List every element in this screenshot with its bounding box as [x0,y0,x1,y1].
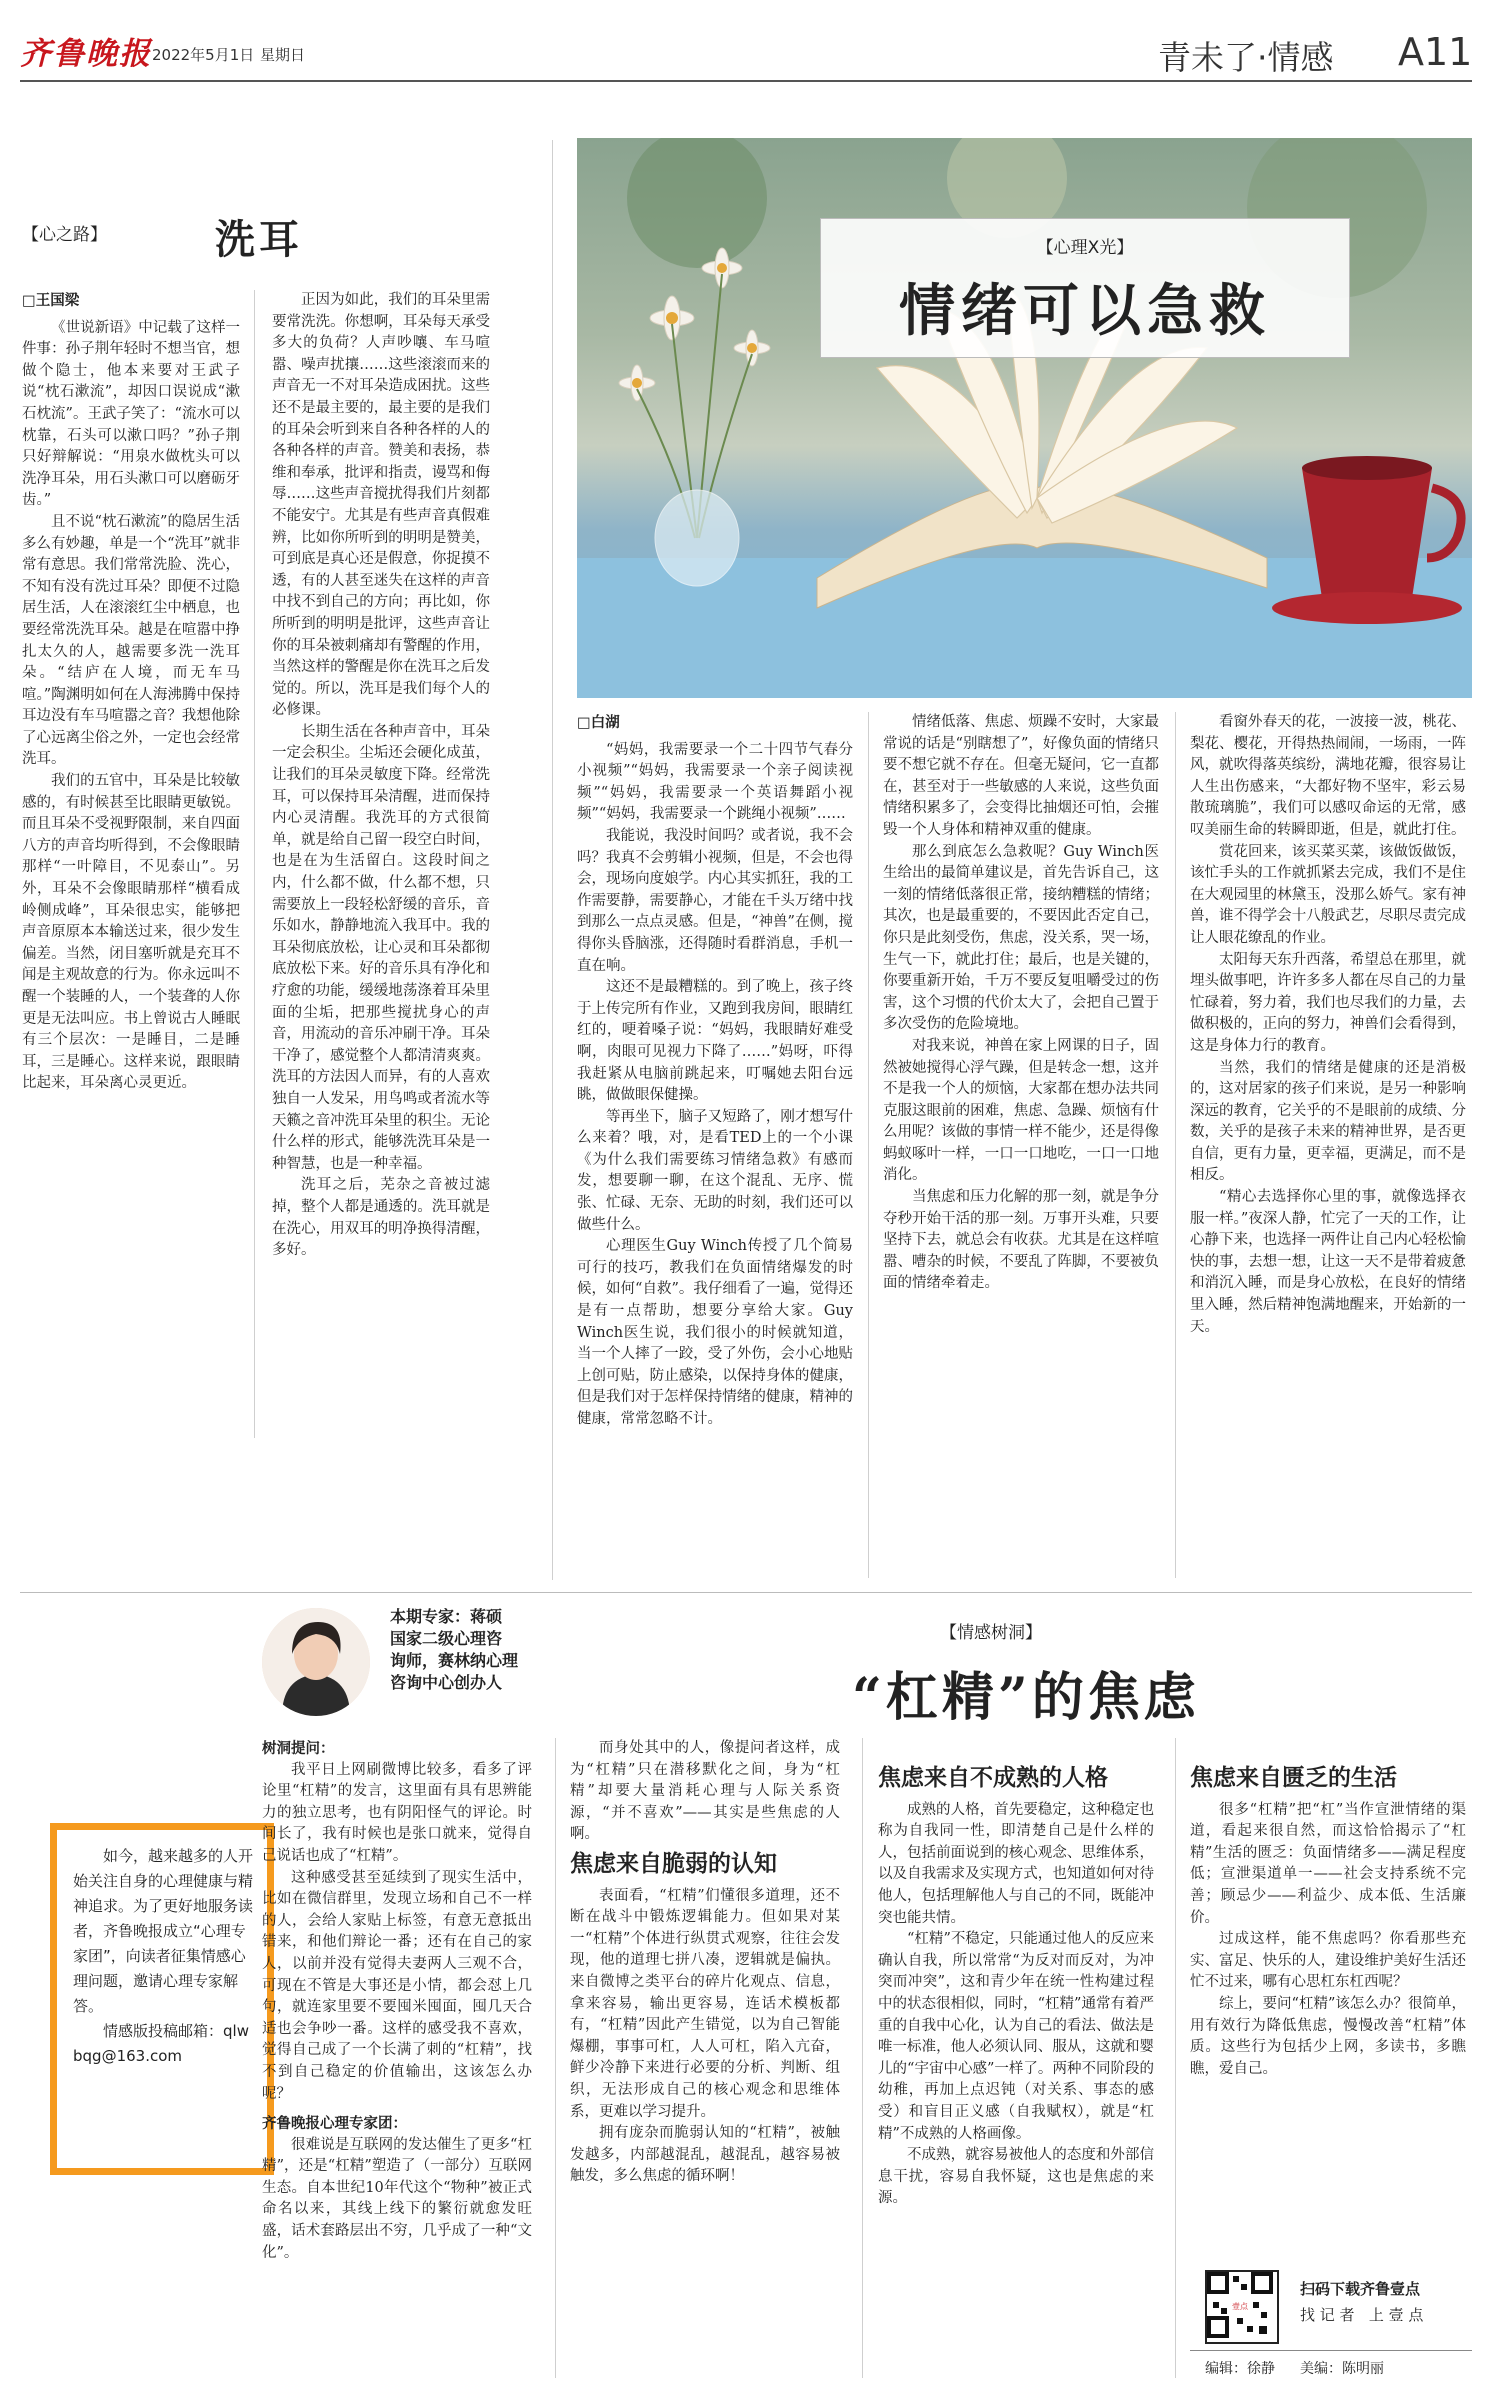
paragraph: 洗耳之后，芜杂之音被过滤掉，整个人都是通透的。洗耳就是在洗心，用双耳的明净换得清醒，多好。 [272,1177,490,1259]
expert-name: 本期专家：蒋硕 [390,1607,503,1626]
column-tag-xinzhilu: 【心之路】 [22,225,107,245]
column-tag-xinli: 【心理X光】 [1036,238,1134,258]
article2-col1 [577,712,853,1578]
masthead-logo: 齐鲁晚报 [20,36,152,72]
paragraph: 赏花回来，该买菜买菜，该做饭做饭，该忙手头的工作就抓紧去完成，我们不是住在大观园里的林黛玉，没那么娇气。家有神兽，谁不得学会十八般武艺，尽职尽责完成让人眼花缭乱的作业。 [1190,843,1466,946]
article2-col2 [883,712,1159,1578]
section-heading: 焦虑来自匮乏的生活 [1190,1765,1397,1791]
paragraph: “杠精”不稳定，只能通过他人的反应来确认自我，所以常常“为反对而反对，为冲突而冲突”，这和青少年在统一性构建过程中的状态很相似，同时，“杠精”通常有着严重的自我中心化，认为自己的看法、做法是唯一标准，他人必须认同、服从，这就和婴儿的“宇宙中心感”一样了。两种不同阶段的幼稚，再加上点迟钝（对关系、事态的感受）和盲目正义感（自我赋权），就是“杠精”不成熟的人格画像。 [878,1931,1154,2142]
issue-date: 2022年5月1日 [152,46,255,64]
article2-col3 [1190,712,1466,1578]
paragraph: 表面看，“杠精”们懂很多道理，还不断在战斗中锻炼逻辑能力。但如果对某一“杠精”个体进行纵贯式观察，往往会发现，他的道理七拼八凑，逻辑就是偏执。来自微博之类平台的碎片化观点、信息，拿来容易，输出更容易，连话术模板都有，“杠精”因此产生错觉，以为自己智能爆棚，事事可杠，人人可杠，陷入亢奋，鲜少冷静下来进行必要的分析、判断、组织，无法形成自己的核心观念和思维体系，更难以学习提升。 [570,1887,840,2120]
author-byline: □白湖 [577,714,620,731]
article-title-qingxu: 情绪可以急救 [899,278,1271,344]
paragraph: 我能说，我没时间吗？或者说，我不会吗？我真不会剪辑小视频，但是，不会也得会，现场向度娘学。内心其实抓狂，我的工作需要静，需要静心，才能在千头万绪中找到那么一点点灵感。但是，“神兽”在侧，搅得你头昏脑涨，还得随时看群消息，手机一直在响。 [577,827,853,974]
paragraph: 正因为如此，我们的耳朵里需要常洗洗。你想啊，耳朵每天承受多大的负荷？人声吵嚷、车马喧嚣、噪声扰攘……这些滚滚而来的声音无一不对耳朵造成困扰。这些还不是最主要的，最主要的是我们的耳朵会听到来自各种各样的人的各种各样的声音。赞美和表扬，恭维和奉承，批评和指责，谩骂和侮辱……这些声音搅扰得我们片刻都不能安宁。尤其是有些声音真假难辨，比如你所听到的明明是赞美，可到底是真心还是假意，你捉摸不透，有的人甚至迷失在这样的声音中找不到自己的方向；再比如，你所听到的明明是批评，这些声音让你的耳朵被刺痛却有警醒的作用，当然这样的警醒是你在洗耳之后发觉的。所以，洗耳是我们每个人的必修课。 [272,292,490,719]
column-tag-shudong: 【情感树洞】 [940,1623,1042,1643]
qr-center-label: 壹点 [1232,2302,1248,2311]
column-divider [1175,1738,1176,2378]
sidebar-contact: 情感版投稿邮箱：qlwbqg@163.com [73,2022,249,2065]
column-divider [254,290,255,1438]
paragraph: 这还不是最糟糕的。到了晚上，孩子终于上传完所有作业，又跑到我房间，眼睛红红的，哽着嗓子说：“妈妈，我眼睛好难受啊，肉眼可见视力下降了……”妈呀，吓得我赶紧从电脑前跳起来，叮嘱她去阳台远眺，做做眼保健操。 [577,979,853,1104]
paragraph: 成熟的人格，首先要稳定，这种稳定也称为自我同一性，即清楚自己是什么样的人，包括前面说到的核心观念、思维体系，以及自我需求及实现方式，也知道如何对待他人，包括理解他人与自己的不同，既能冲突也能共情。 [878,1801,1154,1926]
paragraph: 这种感受甚至延续到了现实生活中，比如在微信群里，发现立场和自己不一样的人，会给人家贴上标签，有意无意抵出错来，和他们辩论一番；还有在自己的家人，以前并没有觉得夫妻两人三观不合，可现在不管是大事还是小情，都会怼上几句，就连家里要不要囤米囤面，囤几天合适也会争吵一番。这样的感受我不喜欢，觉得自己成了一个长满了刺的“杠精”，找不到自己稳定的价值输出，这该怎么办呢？ [262,1869,532,2102]
expert-title-line: 咨询中心创办人 [390,1673,503,1692]
article1-col1 [22,290,240,1438]
article3-col3 [878,1760,1154,2378]
article-title-xier: 洗耳 [215,216,303,263]
answer-label: 齐鲁晚报心理专家团： [262,2115,407,2133]
designer-credit: 美编：陈明丽 [1300,2361,1384,2377]
expert-intro [390,1606,518,1694]
paragraph: 而身处其中的人，像提问者这样，成为“杠精”只在潜移默化之间，身为“杠精”却要大量消耗心理与人际关系资源，“并不喜欢”——其实是些焦虑的人啊。 [570,1740,840,1843]
footer-rule [1190,2350,1472,2351]
paragraph: “妈妈，我需要录一个二十四节气春分小视频”“妈妈，我需要录一个亲子阅读视频”“妈妈，我需要录一个英语舞蹈小视频”“妈妈，我需要录一个跳绳小视频”…… [577,741,853,823]
expert-title-line: 询师，赛林纳心理 [390,1651,519,1670]
paragraph: 且不说“枕石漱流”的隐居生活多么有妙趣，单是一个“洗耳”就非常有意思。我们常常洗脸、洗心，不知有没有洗过耳朵？即便不过隐居生活，人在滚滚红尘中栖息，也要经常洗洗耳朵。越是在喧嚣中挣扎太久的人，越需要多洗一洗耳朵。“结庐在人境，而无车马喧。”陶渊明如何在人海沸腾中保持耳边没有车马喧嚣之音？我想他除了心远离尘俗之外，一定也会经常洗耳。 [22,513,240,768]
page-number: A11 [1398,30,1473,74]
paragraph: “精心去选择你心里的事，就像选择衣服一样。”夜深人静，忙完了一天的工作，让心静下来，也选择一两件让自己内心轻松愉快的事，去想一想，让这一天不是带着疲惫和消沉入睡，而是身心放松，在良好的情绪里入睡，然后精神饱满地醒来，开始新的一天。 [1190,1189,1466,1335]
paragraph: 看窗外春天的花，一波接一波，桃花、梨花、樱花，开得热热闹闹，一场雨，一阵风，就吹得落英缤纷，满地花瓣，很容易让人生出伤感来，“大都好物不坚牢，彩云易散琉璃脆”，我们可以感叹命运的无常，感叹美丽生命的转瞬即逝，但是，就此打住。 [1190,714,1466,838]
paragraph: 那么到底怎么急救呢？Guy Winch医生给出的最简单建议是，首先告诉自己，这一刻的情绪低落很正常，接纳糟糕的情绪；其次，也是最重要的，不要因此否定自己，你只是此刻受伤，焦虑，没关系，哭一场，生气一下，就此打住；最后，也是关键的，你要重新开始，千万不要反复咀嚼受过的伤害，这个习惯的代价太大了，会把自己置于多次受伤的危险境地。 [883,843,1159,1033]
qr-caption: 扫码下载齐鲁壹点 [1300,2280,1421,2298]
paragraph: 不成熟，就容易被他人的态度和外部信息干扰，容易自我怀疑，这也是焦虑的来源。 [878,2147,1154,2207]
column-divider [862,1738,863,2378]
paragraph: 长期生活在各种声音中，耳朵一定会积尘。尘垢还会硬化成茧，让我们的耳朵灵敏度下降。经常洗耳，可以保持耳朵清醒，进而保持内心灵清醒。我洗耳的方式很简单，就是给自己留一段空白时间，也是在为生活留白。这段时间之内，什么都不做，什么都不想，只需要放上一段轻松舒缓的音乐，音乐如水，静静地流入我耳中。我的耳朵彻底放松，让心灵和耳朵都彻底放松下来。好的音乐具有净化和疗愈的功能，缓缓地荡涤着耳朵里面的尘垢，把那些搅扰身心的声音，用流动的音乐冲刷干净。耳朵干净了，感觉整个人都清清爽爽。洗耳的方法因人而异，有的人喜欢独自一人发呆，用鸟鸣或者流水等天籁之音冲洗耳朵里的积尘。无论什么样的形式，能够洗洗耳朵是一种智慧，也是一种幸福。 [272,723,490,1172]
paragraph: 《世说新语》中记载了这样一件事：孙子荆年轻时不想当官，想做个隐士，他本来要对王武子说“枕石漱流”，却因口误说成“漱石枕流”。王武子笑了：“流水可以枕靠，石头可以漱口吗？”孙子荆只好辩解说：“用泉水做枕头可以洗净耳朵，用石头漱口可以磨砺牙齿。” [22,319,240,509]
paragraph: 我们的五官中，耳朵是比较敏感的，有时候甚至比眼睛更敏锐。而且耳朵不受视野限制，来自四面八方的声音均听得到，不会像眼睛那样“一叶障目，不见泰山”。另外，耳朵不会像眼睛那样“横看成岭侧成峰”，耳朵很忠实，能够把声音原原本本输送过来，很少发生偏差。当然，闭目塞听就是充耳不闻是主观故意的行为。你永远叫不醒一个装睡的人，一个装聋的人你更是无法叫应。书上曾说古人睡眠有三个层次：一是睡目，二是睡耳，三是睡心。这样来说，跟眼睛比起来，耳朵离心灵更近。 [22,773,240,1092]
column-divider [1175,712,1176,1578]
author-byline: □王国梁 [22,292,80,309]
qr-code[interactable] [1205,2270,1279,2344]
section-divider [552,140,553,1580]
expert-portrait [262,1608,370,1716]
paragraph: 很多“杠精”把“杠”当作宣泄情绪的渠道，看起来很自然，而这恰恰揭示了“杠精”生活的匮乏：负面情绪多——满足程度低；宣泄渠道单一——社会支持系统不完善；顾忌少——利益少、成本低、生活廉价。 [1190,1801,1466,1926]
sidebar-notice [50,1823,274,2175]
paragraph: 我平日上网刷微博比较多，看多了评论里“杠精”的发言，这里面有具有思辨能力的独立思考，也有阴阳怪气的评论。时间长了，我有时候也是张口就来，觉得自己说话也成了“杠精”。 [262,1761,532,1864]
header-rule [20,80,1472,82]
section-heading: 焦虑来自不成熟的人格 [878,1765,1108,1791]
paragraph: 对我来说，神兽在家上网课的日子，固然被她搅得心浮气躁，但是转念一想，这并不是我一个人的烦恼，大家都在想办法共同克服这眼前的困难，焦虑、急躁、烦恼有什么用呢？该做的事情一样不能少，还是得像蚂蚁啄叶一样，一口一口地吃，一口一口地消化。 [883,1037,1159,1184]
issue-weekday: 星期日 [260,46,306,64]
article-title-gangjing: “杠精”的焦虑 [852,1667,1200,1728]
paragraph: 心理医生Guy Winch传授了几个简易可行的技巧，教我们在负面情绪爆发的时候，如何“自救”。我仔细看了一遍，觉得还是有一点帮助，想要分享给大家。Guy Winch医生说，我们很小的时候就知道，当一个人摔了一跤，受了外伤，会小心地贴上创可贴，防止感染，以保持身体的健康，但是我们对于怎样保持情绪的健康，精神的健康，常常忽略不计。 [577,1238,853,1427]
paragraph: 当然，我们的情绪是健康的还是消极的，这对居家的孩子们来说，是另一种影响深远的教育，它关乎的不是眼前的成绩、分数，关乎的是孩子未来的精神世界，是否更自信，更有力量，更幸福，更满足，而不是相反。 [1190,1059,1466,1184]
paragraph: 等再坐下，脑子又短路了，刚才想写什么来着？哦，对，是看TED上的一个小课《为什么我们需要练习情绪急救》有感而发，想要聊一聊，在这个混乱、无序、慌张、忙碌、无奈、无助的时刻，我们还可以做些什么。 [577,1108,853,1233]
paragraph: 太阳每天东升西落，希望总在那里，就埋头做事吧，许许多多人都在尽自己的力量忙碌着，努力着，我们也尽我们的力量，去做积极的，正向的努力，神兽们会看得到，这是身体力行的教育。 [1190,951,1466,1054]
column-divider [555,1738,556,2378]
column-divider [868,712,869,1578]
paragraph: 拥有庞杂而脆弱认知的“杠精”，被触发越多，内部越混乱，越混乱，越容易被触发，多么焦虑的循环啊！ [570,2125,840,2185]
paragraph: 很难说是互联网的发达催生了更多“杠精”，还是“杠精”塑造了（一部分）互联网生态。自本世纪10年代这个“物种”被正式命名以来，其线上线下的繁衍就愈发旺盛，话术套路层出不穷，几乎成了一种“文化”。 [262,2136,532,2261]
question-label: 树洞提问： [262,1740,335,1757]
editor-credit: 编辑：徐静 [1205,2361,1275,2377]
article2-title-banner [820,218,1350,358]
section-heading: 焦虑来自脆弱的认知 [570,1850,777,1877]
qr-pattern [1207,2272,1273,2338]
article1-col2 [272,290,490,1438]
section-name: 青未了·情感 [1158,38,1334,77]
article3-col4 [1190,1760,1466,2260]
article3-col2 [570,1738,840,2378]
expert-title-line: 国家二级心理咨 [390,1629,503,1648]
middle-rule [20,1592,1472,1593]
qr-slogan: 找 记 者 上 壹 点 [1300,2306,1424,2324]
paragraph: 情绪低落、焦虑、烦躁不安时，大家最常说的话是“别瞎想了”，好像负面的情绪只要不想它就不存在。但毫无疑问，它一直都在，甚至对于一些敏感的人来说，这些负面情绪积累多了，会变得比抽烟还可怕，会摧毁一个人身体和精神双重的健康。 [883,714,1159,838]
paragraph: 综上，要问“杠精”该怎么办？很简单，用有效行为降低焦虑，慢慢改善“杠精”体质。这些行为包括少上网，多读书，多瞧瞧，爱自己。 [1190,1995,1466,2077]
expert-avatar [262,1608,370,1716]
sidebar-text: 如今，越来越多的人开始关注自身的心理健康与精神追求。为了更好地服务读者，齐鲁晚报成立“心理专家团”，向读者征集情感心理问题，邀请心理专家解答。 [73,1847,254,2015]
paragraph: 当焦虑和压力化解的那一刻，就是争分夺秒开始干活的那一刻。万事开头难，只要坚持下去，就总会有收获。尤其是在这样喧嚣、嘈杂的时候，不要乱了阵脚，不要被负面的情绪牵着走。 [883,1189,1159,1292]
paragraph: 过成这样，能不焦虑吗？你看那些充实、富足、快乐的人，建设维护美好生活还忙不过来，哪有心思杠东杠西呢？ [1190,1931,1466,1991]
article3-col1 [262,1738,532,2378]
